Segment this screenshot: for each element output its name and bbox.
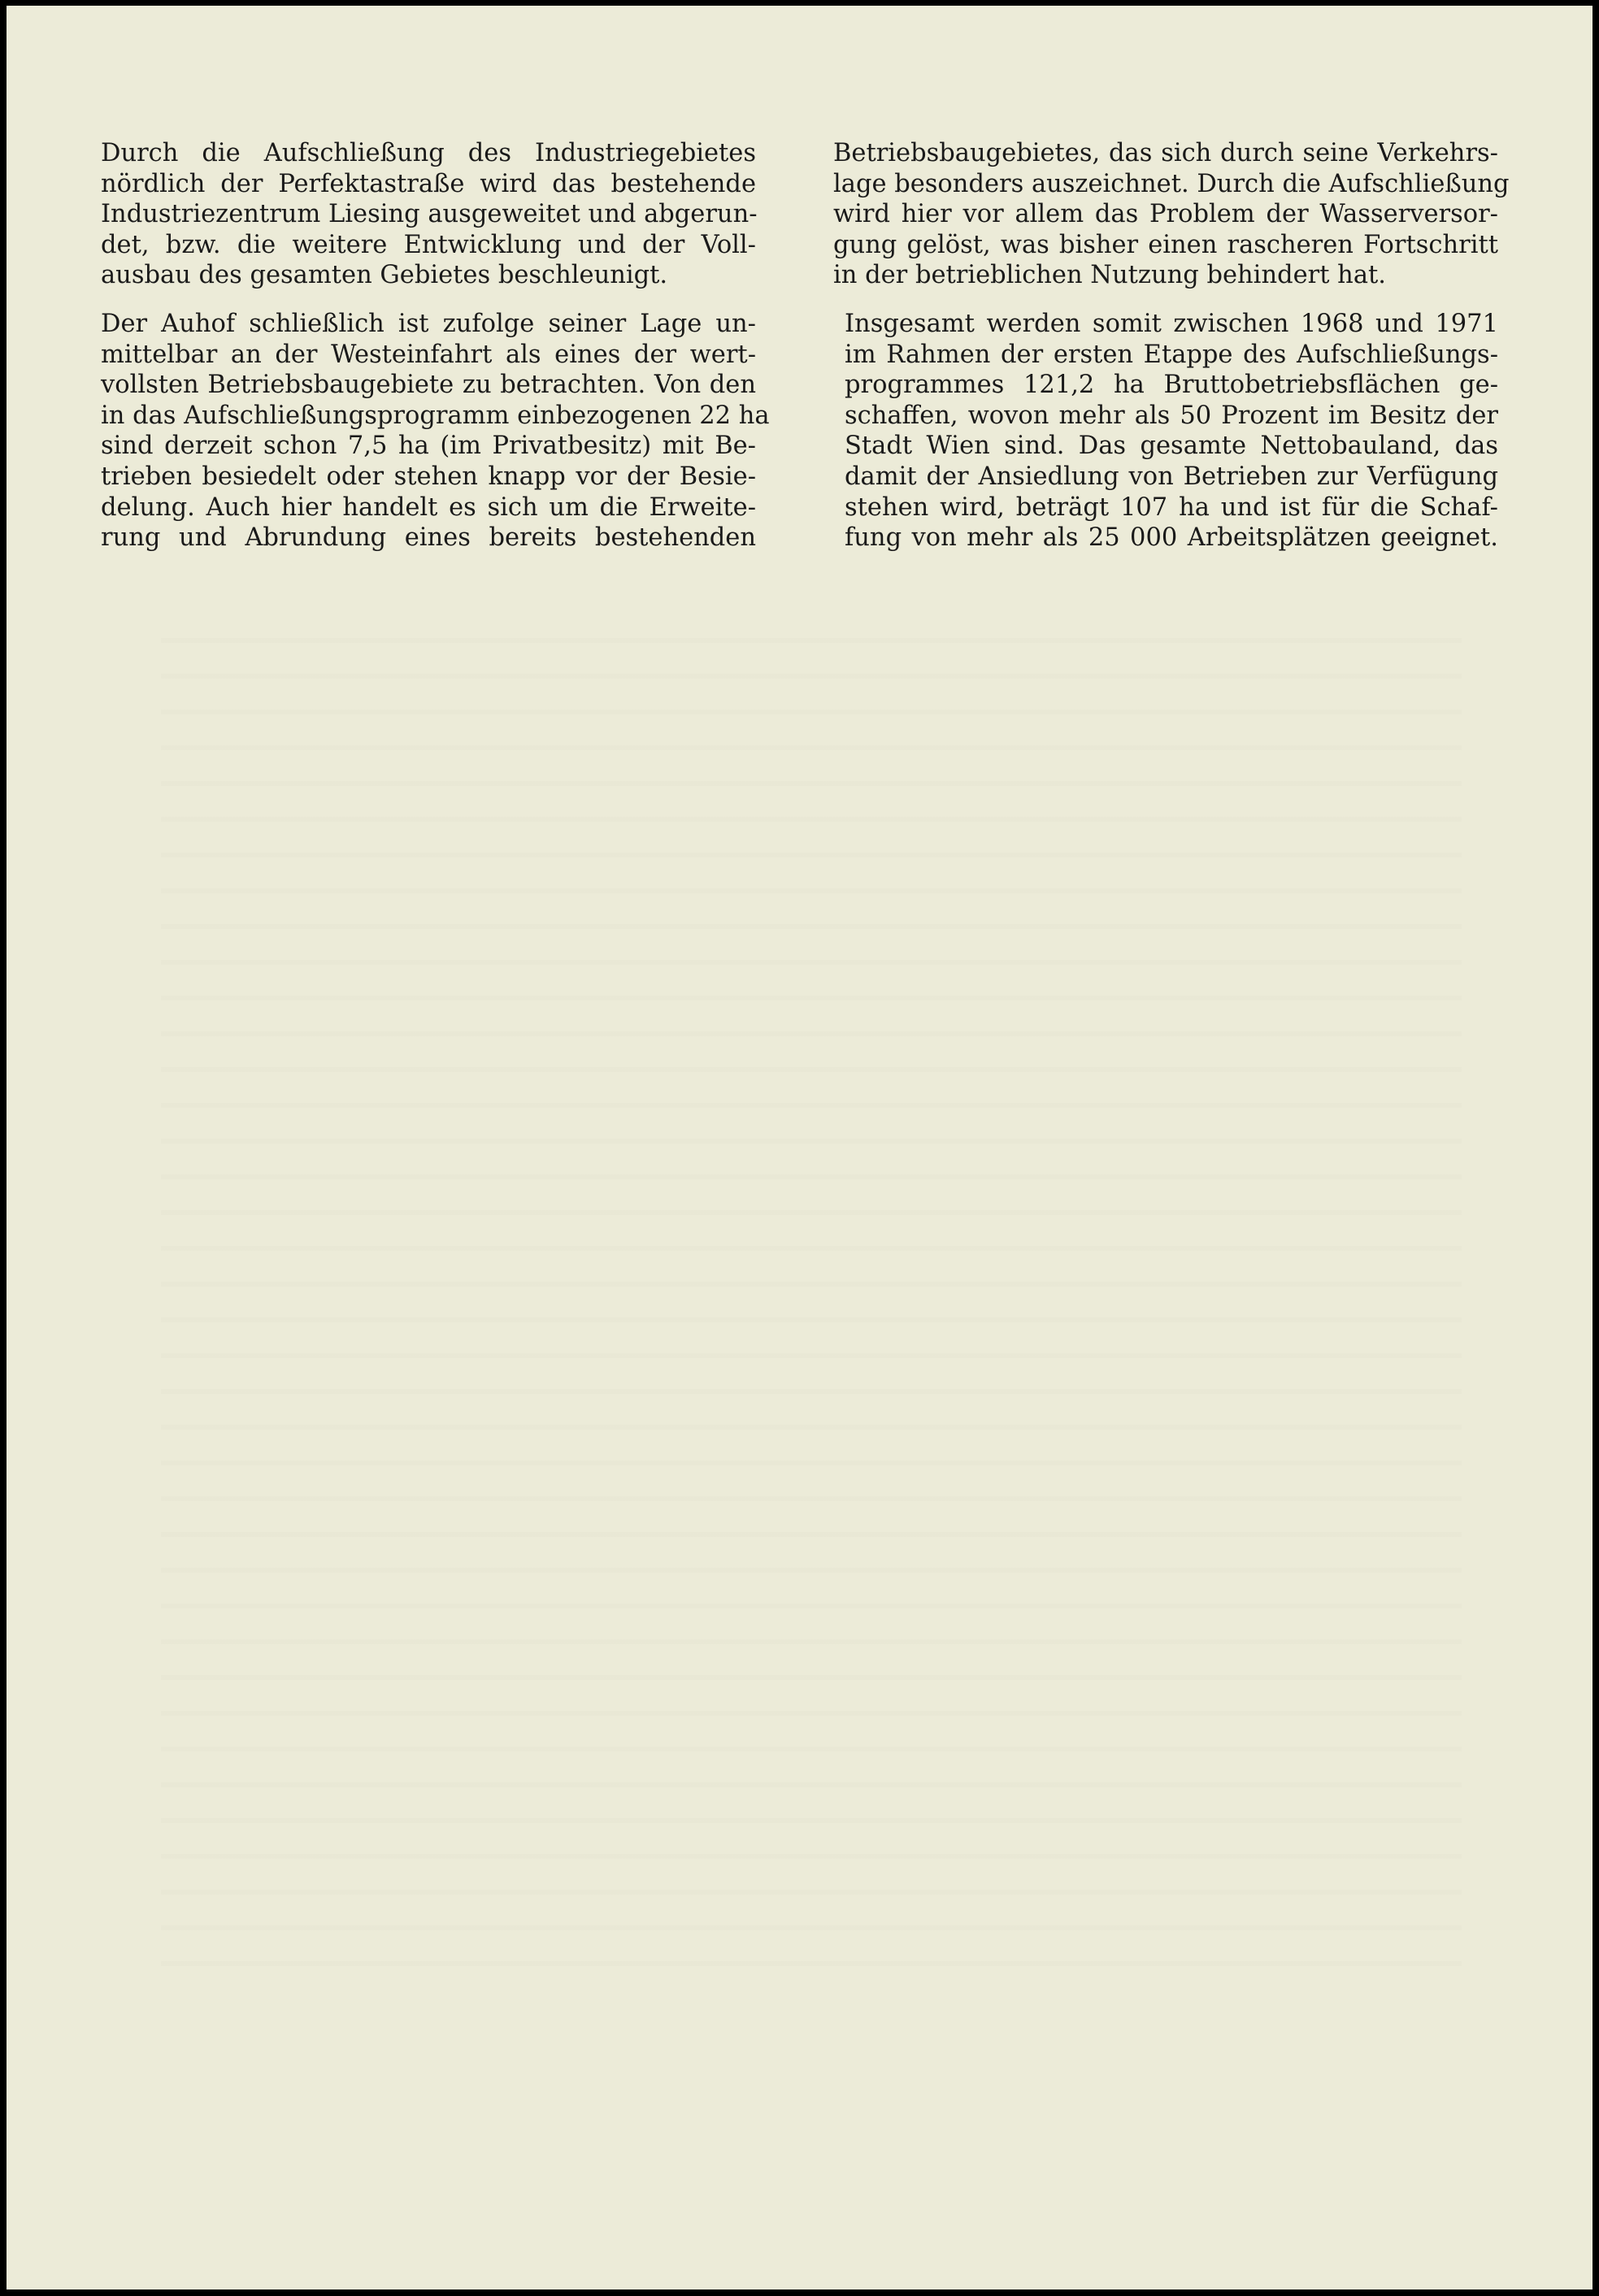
text-line: programmes 121,2 ha Bruttobetriebsflächen ge- bbox=[845, 371, 1498, 400]
text-line: rung und Abrundung eines bereits bestehenden bbox=[101, 523, 756, 553]
text-line: trieben besiedelt oder stehen knapp vor der Besie- bbox=[101, 462, 756, 491]
left-text-column bbox=[89, 138, 770, 571]
paragraph-industriegebiet bbox=[89, 138, 756, 291]
document-page bbox=[7, 6, 1592, 2289]
text-line: gung gelöst, was bisher einen rascheren Fortschritt bbox=[833, 230, 1498, 259]
text-line: fung von mehr als 25 000 Arbeitsplätzen geeignet. bbox=[845, 523, 1498, 553]
text-line: Stadt Wien sind. Das gesamte Nettobauland, das bbox=[845, 432, 1498, 461]
text-line: in der betrieblichen Nutzung behindert hat. bbox=[833, 261, 1386, 290]
paragraph-insgesamt bbox=[833, 309, 1498, 553]
text-line: wird hier vor allem das Problem der Wasserversor- bbox=[833, 200, 1498, 229]
show-through-texture bbox=[161, 607, 1462, 1989]
text-line: in das Aufschließungsprogramm einbezogenen 22 ha bbox=[101, 401, 770, 430]
paragraph-auhof bbox=[89, 309, 770, 553]
right-text-column bbox=[833, 138, 1510, 571]
text-line: Durch die Aufschließung des Industriegebietes bbox=[101, 139, 756, 167]
text-line: sind derzeit schon 7,5 ha (im Privatbesitz) mit Be- bbox=[101, 432, 756, 461]
text-line: Betriebsbaugebietes, das sich durch seine Verkehrs- bbox=[833, 139, 1498, 167]
text-line: im Rahmen der ersten Etappe des Aufschließungs- bbox=[845, 340, 1498, 369]
text-line: vollsten Betriebsbaugebiete zu betrachten. Von den bbox=[101, 371, 756, 400]
text-line: schaffen, wovon mehr als 50 Prozent im Besitz der bbox=[845, 401, 1498, 430]
text-line: Der Auhof schließlich ist zufolge seiner Lage un- bbox=[101, 309, 756, 338]
text-line: Industriezentrum Liesing ausgeweitet und abgerun- bbox=[101, 200, 758, 229]
text-line: stehen wird, beträgt 107 ha und ist für die Schaf- bbox=[845, 493, 1498, 522]
text-line: mittelbar an der Westeinfahrt als eines der wert- bbox=[101, 340, 756, 369]
text-line: delung. Auch hier handelt es sich um die Erweite- bbox=[101, 493, 756, 522]
text-line: det, bzw. die weitere Entwicklung und der Voll- bbox=[101, 230, 756, 259]
paragraph-continuation bbox=[833, 138, 1510, 291]
text-line: lage besonders auszeichnet. Durch die Aufschließung bbox=[833, 169, 1510, 198]
text-line: Insgesamt werden somit zwischen 1968 und 1971 bbox=[845, 309, 1498, 338]
text-line: nördlich der Perfektastraße wird das bestehende bbox=[101, 169, 756, 198]
text-line: damit der Ansiedlung von Betrieben zur Verfügung bbox=[845, 462, 1498, 491]
text-line: ausbau des gesamten Gebietes beschleunigt. bbox=[101, 261, 668, 290]
